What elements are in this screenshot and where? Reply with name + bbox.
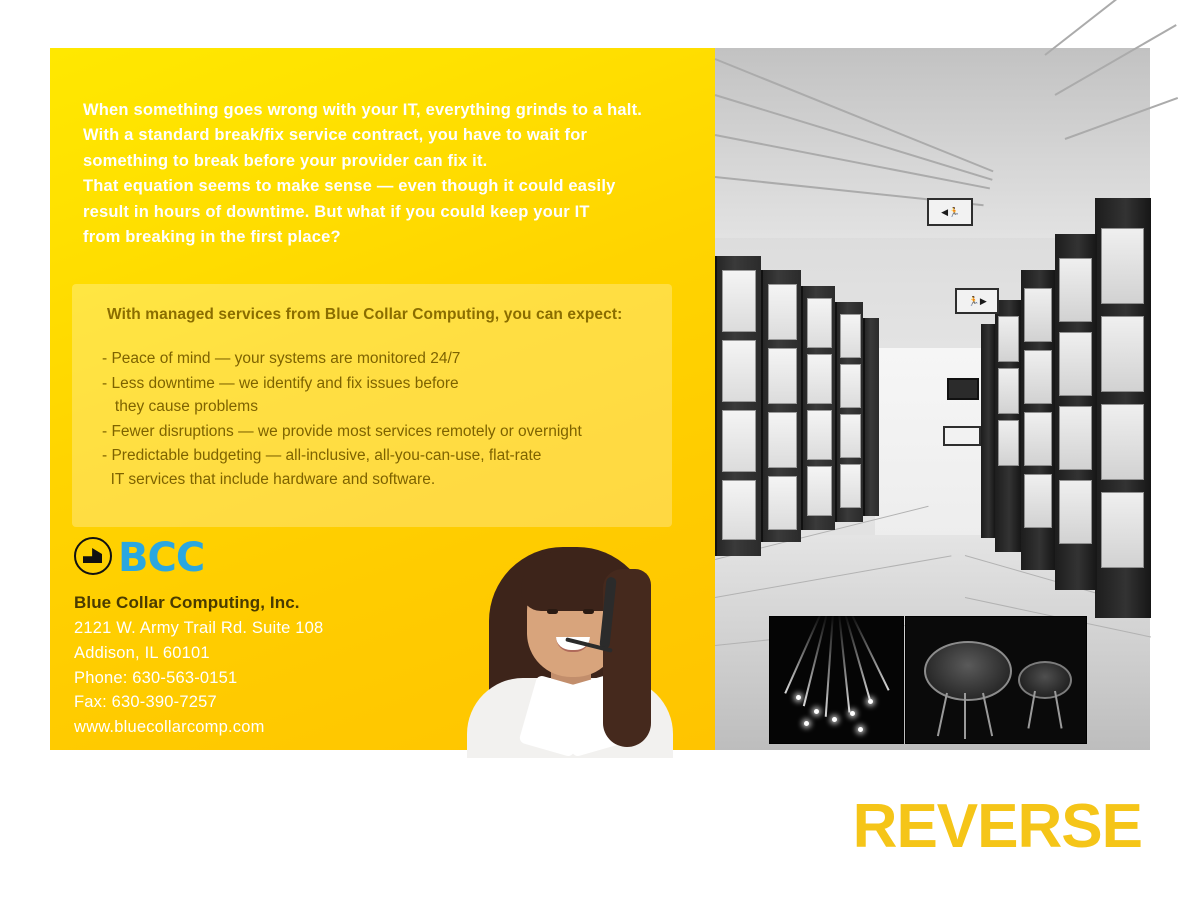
rack-panel [1024,350,1051,404]
intro-paragraph [83,98,683,250]
contact-details [74,616,494,740]
server-rack [995,300,1021,552]
dish-support-leg [937,693,948,736]
fiber-light [804,721,809,726]
rack-panel [840,314,861,358]
rack-panel [807,298,832,348]
list-item: they cause problems [102,398,258,416]
exit-sign-icon: 🏃 ▶ [955,288,999,314]
fiber-light [796,695,801,700]
dish-support-leg [982,693,993,736]
reverse-page-label: REVERSE [852,792,1142,861]
fiber-light [858,727,863,732]
dish-support-leg [964,693,966,739]
rack-panel [998,420,1019,466]
fiber-light [868,699,873,704]
benefits-list [102,347,662,493]
fiber-strand [825,613,834,717]
server-rack [1095,198,1151,618]
fiber-light [832,717,837,722]
rack-panel [768,284,797,340]
rack-panel [1101,404,1144,480]
rack-panel [1024,474,1051,528]
rack-panel [768,412,797,468]
list-item: - Predictable budgeting — all-inclusive, all-you-can-use, flat-rate [102,447,542,465]
rack-panel [1101,316,1144,392]
rack-panel [722,410,756,472]
rack-panel [1024,412,1051,466]
postcard-artwork [50,48,1150,776]
rack-panel [1101,228,1144,304]
ceiling-line [715,94,993,181]
logo-wordmark: BCC [118,535,205,581]
rack-panel [1059,480,1092,544]
rack-panel [807,410,832,460]
intro-line: With a standard break/fix service contract, you have to wait for [83,126,588,145]
ceiling-line [1055,24,1177,96]
fiber-light [850,711,855,716]
rack-panel [1059,258,1092,322]
rack-panel [807,354,832,404]
ceiling-line [1044,0,1171,56]
rack-panel [840,414,861,458]
photo-credit-main: Business [508,761,568,776]
fiber-light [814,709,819,714]
rack-panel [722,480,756,540]
rack-panel [1024,288,1051,342]
rack-panel [840,464,861,508]
rack-panel [768,348,797,404]
company-name: Blue Collar Computing, Inc. [74,593,300,612]
server-rack [863,318,879,516]
intro-line: When something goes wrong with your IT, everything grinds to a halt. [83,101,643,119]
rack-panel [807,466,832,516]
server-rack [1021,270,1055,570]
address-line-2: Addison, IL 60101 [74,643,210,662]
wall-panel-icon [943,426,981,446]
intro-line: result in hours of downtime. But what if you could keep your IT [83,202,590,221]
satellite-dish-large [924,641,1012,701]
support-agent-photo [453,485,686,776]
rack-panel [722,270,756,332]
phone-number: Phone: 630-563-0151 [74,668,238,687]
callout-title: With managed services from Blue Collar Computing, you can expect: [107,306,623,323]
rack-panel [840,364,861,408]
floor-line [715,555,952,598]
server-rack [835,302,863,522]
bcc-swoosh-logo-icon [74,537,112,575]
server-rack [761,270,801,542]
company-logo [74,535,374,579]
list-item: IT services that include hardware and software. [102,470,436,488]
rack-panel [998,316,1019,362]
list-item: - Less downtime — we identify and fix issues before [102,374,459,392]
exit-sign-icon: ◀ 🏃 [927,198,973,226]
satellite-dish-inset-photo [905,616,1087,744]
eye-right-shape [583,609,594,614]
photo-credit-small: Images [567,768,591,775]
server-rack [801,286,835,530]
eye-left-shape [547,609,558,614]
ceiling-line [715,58,994,172]
ceiling-fixture-icon [947,378,979,400]
intro-line: something to break before your provider can fix it. [83,151,488,170]
list-item: - Fewer disruptions — we provide most services remotely or overnight [102,422,582,440]
fax-number: Fax: 630-390-7257 [74,693,217,712]
rack-panel [722,340,756,402]
website-url: www.bluecollarcomp.com [74,718,265,737]
intro-line: from breaking in the first place? [83,228,341,247]
intro-line: That equation seems to make sense — even though it could easily [83,177,616,196]
satellite-dish-small [1018,661,1072,699]
data-center-photo [715,48,1150,750]
yellow-content-panel [50,48,715,776]
server-rack [715,256,761,556]
rack-panel [1059,406,1092,470]
photo-credit [508,761,590,776]
list-item: - Peace of mind — your systems are monitored 24/7 [102,350,461,367]
address-line-1: 2121 W. Army Trail Rd. Suite 108 [74,619,324,637]
fiber-optic-inset-photo [769,616,904,744]
server-rack [981,324,995,538]
ceiling-line [1065,97,1178,140]
rack-panel [1101,492,1144,568]
rack-panel [998,368,1019,414]
server-rack [1055,234,1097,590]
rack-panel [1059,332,1092,396]
rack-panel [768,476,797,530]
